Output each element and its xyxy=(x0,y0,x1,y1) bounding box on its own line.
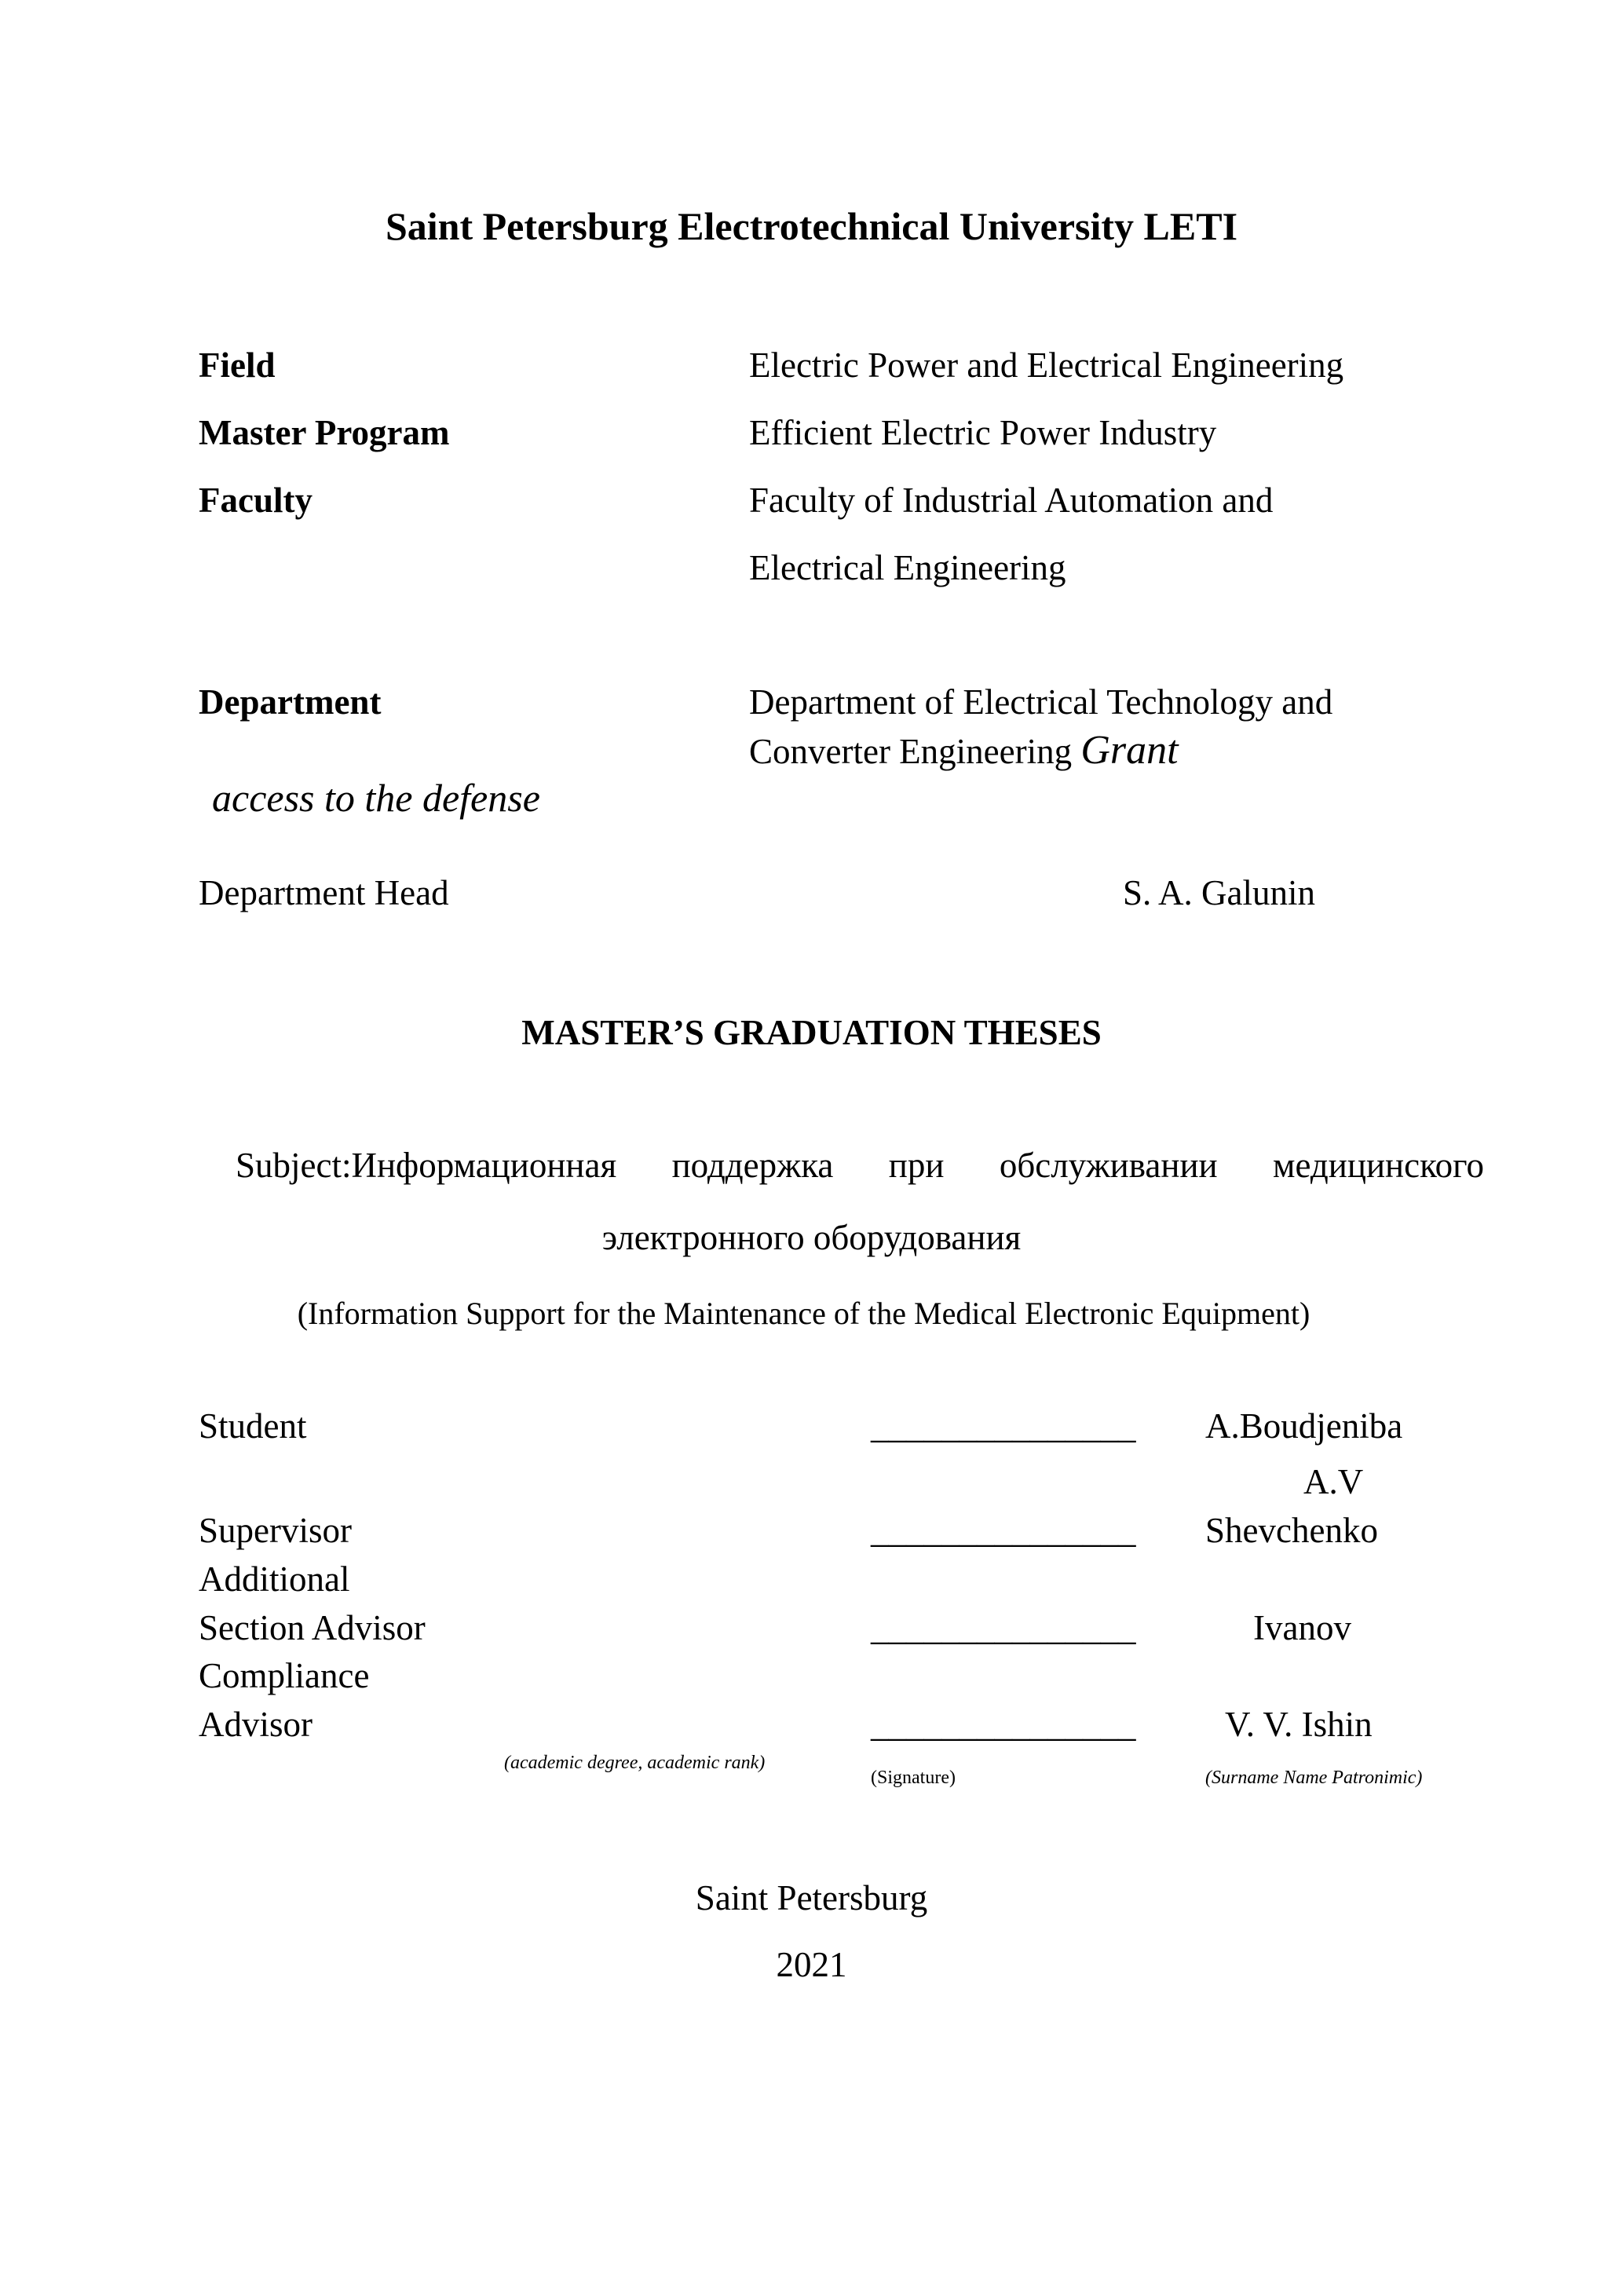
subject-line2: электронного оборудования xyxy=(601,1218,1022,1257)
department-value-text: Converter Engineering xyxy=(749,732,1073,771)
additional-label-line2: Section Advisor xyxy=(199,1608,426,1647)
head-label: Department Head xyxy=(199,873,449,912)
subject-translation: (Information Support for the Maintenance of the Medical Electronic Equipment) xyxy=(297,1296,1310,1331)
faculty-value-line1: Faculty of Industrial Automation and xyxy=(749,481,1274,520)
department-value-line1: Department of Electrical Technology and xyxy=(749,682,1333,722)
supervisor-label: Supervisor xyxy=(199,1511,352,1550)
footer-year: 2021 xyxy=(776,1945,847,1984)
university-title: Saint Petersburg Electrotechnical University LETI xyxy=(385,204,1238,248)
compliance-name: V. V. Ishin xyxy=(1225,1705,1373,1744)
faculty-value-line2: Electrical Engineering xyxy=(749,548,1066,587)
grant-text: Grant xyxy=(1080,728,1179,773)
additional-label-line1: Additional xyxy=(199,1559,350,1599)
footer-city: Saint Petersburg xyxy=(695,1878,928,1918)
caption-signature: (Signature) xyxy=(871,1768,956,1788)
faculty-label: Faculty xyxy=(199,481,313,520)
subject-line1: Subject:Информационная поддержка при обслуживании медицинского xyxy=(236,1146,1484,1185)
access-text: access to the defense xyxy=(212,776,540,820)
student-label: Student xyxy=(199,1406,307,1446)
compliance-signature-line: _______________ xyxy=(871,1705,1136,1744)
additional-name: Ivanov xyxy=(1253,1608,1351,1647)
caption-degree: (academic degree, academic rank) xyxy=(504,1753,766,1773)
field-label: Field xyxy=(199,345,276,385)
caption-name: (Surname Name Patronimic) xyxy=(1205,1768,1423,1788)
supervisor-name-line2: Shevchenko xyxy=(1205,1511,1378,1550)
compliance-label-line2: Advisor xyxy=(199,1705,313,1744)
program-label: Master Program xyxy=(199,413,450,452)
department-label: Department xyxy=(199,682,382,722)
student-signature-line: _______________ xyxy=(871,1406,1136,1446)
supervisor-name-line1: A.V xyxy=(1303,1462,1364,1501)
compliance-label-line1: Compliance xyxy=(199,1656,370,1695)
document-type: MASTER’S GRADUATION THESES xyxy=(521,1013,1102,1052)
program-value: Efficient Electric Power Industry xyxy=(749,413,1217,452)
student-name: A.Boudjeniba xyxy=(1205,1406,1403,1446)
additional-signature-line: _______________ xyxy=(871,1608,1136,1647)
supervisor-signature-line: _______________ xyxy=(871,1511,1136,1550)
head-name: S. A. Galunin xyxy=(1123,873,1316,912)
field-value: Electric Power and Electrical Engineering xyxy=(749,345,1344,385)
department-value-line2 xyxy=(749,729,1179,773)
